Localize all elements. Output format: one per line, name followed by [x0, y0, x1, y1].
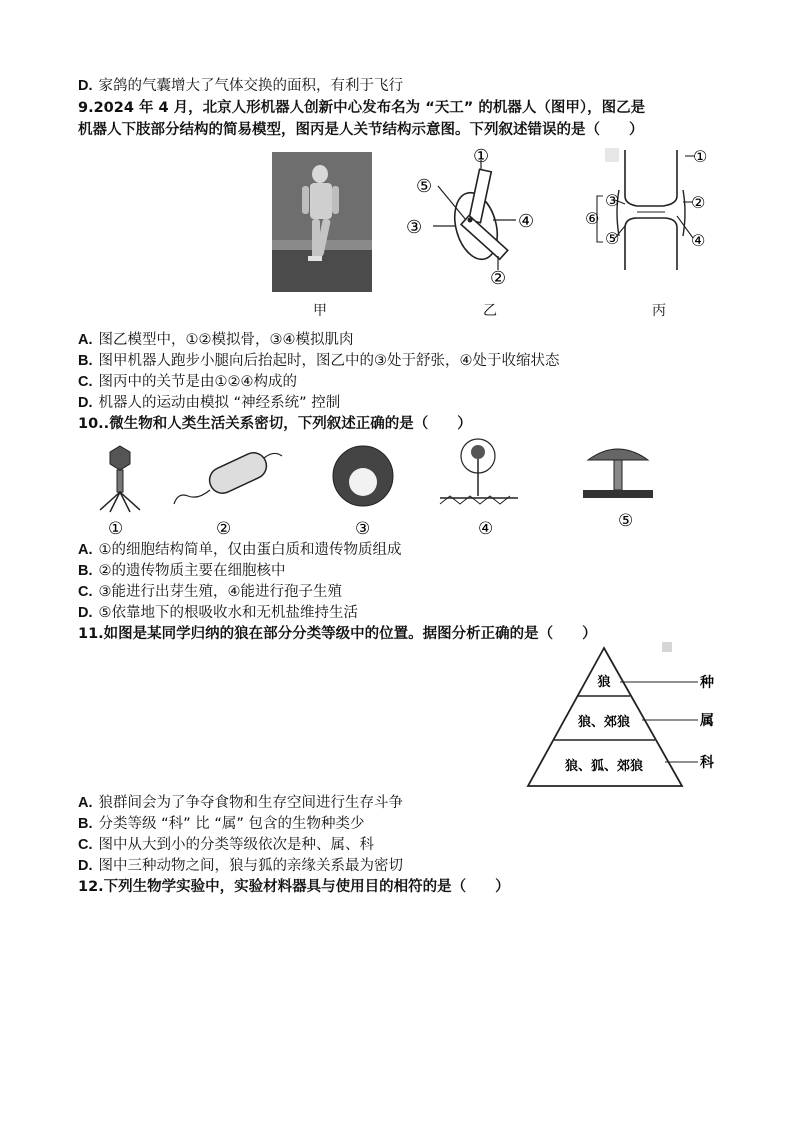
microbe-label-3: ③: [355, 519, 371, 538]
bing-label-3: ③: [605, 191, 620, 210]
q10-option-d: [78, 603, 358, 623]
rank-genus: 属: [700, 713, 714, 729]
rank-family: 科: [700, 755, 714, 771]
q10-option-a: [78, 540, 402, 560]
option-text: 图丙中的关节是由①②④构成的: [98, 374, 297, 390]
q12-stem: 12.下列生物学实验中，实验材料器具与使用目的相符的是（ ）: [78, 879, 510, 895]
q11-option-b: [78, 814, 364, 834]
bing-label-1: ①: [693, 147, 708, 166]
caption-yi: 乙: [483, 303, 497, 319]
option-letter: D.: [78, 395, 93, 411]
yi-label-4: ④: [518, 211, 535, 232]
q9-option-c: [78, 372, 297, 392]
q11-option-a: [78, 793, 403, 813]
yi-label-5: ⑤: [416, 176, 433, 197]
bing-label-4: ④: [691, 231, 706, 250]
q9-option-b: [78, 351, 560, 371]
option-text: 狼群间会为了争夺食物和生存空间进行生存斗争: [98, 795, 403, 811]
microbe-label-1: ①: [108, 519, 124, 538]
option-text: ②的遗传物质主要在细胞核中: [98, 563, 286, 579]
option-letter: B.: [78, 563, 93, 579]
option-text: 图中从大到小的分类等级依次是种、属、科: [98, 837, 374, 853]
option-text: 图乙模型中，①②模拟骨，③④模拟肌肉: [98, 332, 354, 348]
pyramid-level-species: 狼: [597, 675, 611, 690]
q11-option-d: [78, 856, 403, 876]
q9-option-d: [78, 393, 340, 413]
yeast-drawing: [333, 446, 393, 506]
option-letter: D.: [78, 858, 93, 874]
mushroom-drawing: [583, 449, 653, 498]
option-text: ⑤依靠地下的根吸收水和无机盐维持生活: [98, 605, 358, 621]
option-text: 图甲机器人跑步小腿向后抬起时，图乙中的③处于舒张，④处于收缩状态: [98, 353, 560, 369]
option-letter: D.: [78, 78, 93, 94]
q9-stem-line2: 机器人下肢部分结构的简易模型，图丙是人关节结构示意图。下列叙述错误的是（ ）: [78, 122, 644, 138]
joint-diagram: [585, 146, 715, 276]
q10-option-c: [78, 582, 342, 602]
caption-jia: 甲: [313, 303, 327, 319]
mold-drawing: [440, 439, 518, 504]
yi-label-3: ③: [406, 217, 423, 238]
yi-label-1: ①: [473, 148, 490, 167]
bing-label-2: ②: [691, 193, 706, 212]
option-text: ③能进行出芽生殖，④能进行孢子生殖: [98, 584, 342, 600]
option-text: 分类等级 “科” 比 “属” 包含的生物种类少: [98, 816, 365, 832]
option-letter: B.: [78, 353, 93, 369]
pyramid-level-family: 狼、狐、郊狼: [564, 759, 644, 774]
q9-option-a: [78, 330, 354, 350]
q8-option-d: [78, 76, 403, 96]
microbe-label-4: ④: [478, 519, 494, 538]
virus-drawing: [100, 446, 140, 512]
option-text: 家鸽的气囊增大了气体交换的面积，有利于飞行: [98, 78, 403, 94]
q11-stem: 11.如图是某同学归纳的狼在部分分类等级中的位置。据图分析正确的是（ ）: [78, 626, 597, 642]
pyramid-level-genus: 狼、郊狼: [577, 715, 631, 730]
option-letter: B.: [78, 816, 93, 832]
microbe-label-5: ⑤: [618, 511, 634, 531]
option-letter: A.: [78, 332, 93, 348]
bing-label-6: ⑥: [585, 209, 600, 228]
leg-model-diagram: [398, 148, 548, 298]
option-letter: C.: [78, 584, 93, 600]
bacterium-drawing: [174, 449, 282, 504]
yi-label-2: ②: [490, 268, 507, 289]
option-letter: C.: [78, 837, 93, 853]
option-letter: A.: [78, 542, 93, 558]
option-letter: C.: [78, 374, 93, 390]
bing-label-5: ⑤: [605, 229, 620, 248]
option-text: 机器人的运动由模拟 “神经系统” 控制: [98, 395, 341, 411]
rank-species: 种: [700, 675, 714, 691]
q10-option-b: [78, 561, 286, 581]
option-letter: D.: [78, 605, 93, 621]
q10-stem: 10..微生物和人类生活关系密切，下列叙述正确的是（ ）: [78, 416, 472, 432]
microbe-label-2: ②: [216, 519, 232, 538]
robot-photo: [272, 152, 372, 292]
q11-option-c: [78, 835, 374, 855]
classification-pyramid: [520, 640, 720, 790]
microorganism-figure: [78, 438, 678, 538]
option-text: ①的细胞结构简单，仅由蛋白质和遗传物质组成: [98, 542, 402, 558]
option-letter: A.: [78, 795, 93, 811]
q9-stem-line1: 9.2024 年 4 月，北京人形机器人创新中心发布名为 “天工” 的机器人（图甲），图乙是: [78, 100, 646, 116]
option-text: 图中三种动物之间，狼与狐的亲缘关系最为密切: [98, 858, 403, 874]
caption-bing: 丙: [652, 303, 666, 319]
